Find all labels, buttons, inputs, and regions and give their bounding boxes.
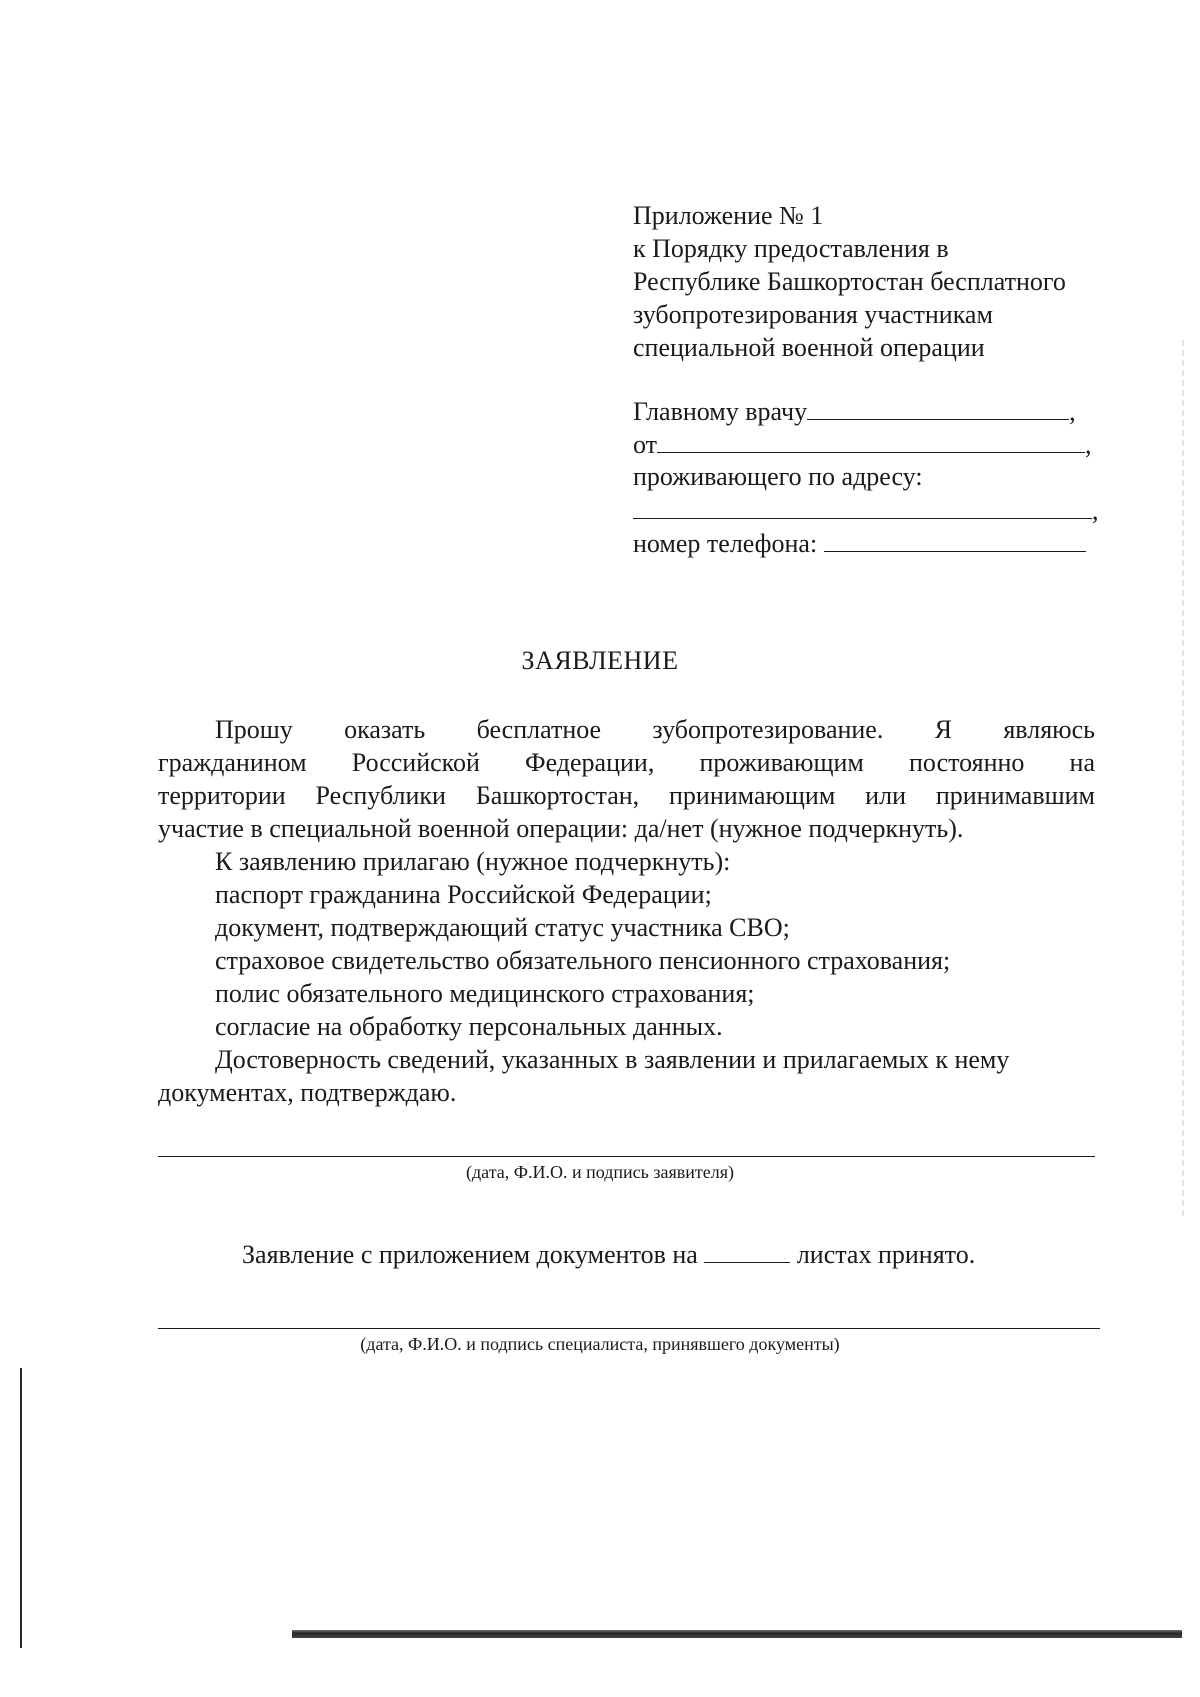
appendix-line: Республике Башкортостан бесплатного: [633, 267, 1066, 296]
attachment-item[interactable]: полис обязательного медицинского страхования;: [215, 979, 755, 1008]
comma: ,: [1092, 496, 1099, 525]
accepted-statement: [242, 1238, 975, 1271]
confirmation-line: документах, подтверждаю.: [158, 1078, 457, 1107]
attachment-item[interactable]: паспорт гражданина Российской Федерации;: [215, 880, 712, 909]
accepted-text-before: Заявление с приложением документов на: [242, 1240, 698, 1269]
attachment-item[interactable]: документ, подтверждающий статус участника СВО;: [215, 913, 790, 942]
chief-doctor-label: Главному врачу: [633, 397, 808, 426]
accepted-text-after: листах принято.: [796, 1240, 976, 1269]
from-field[interactable]: [657, 428, 1085, 453]
appendix-line: к Порядку предоставления в: [633, 234, 949, 263]
comma: ,: [1085, 430, 1092, 459]
address-label: проживающего по адресу:: [633, 462, 923, 491]
phone-label: номер телефона:: [633, 529, 818, 558]
applicant-signature-caption: (дата, Ф.И.О. и подпись заявителя): [466, 1162, 734, 1182]
phone-row: [633, 527, 1086, 560]
address-row: [633, 494, 1099, 527]
scan-edge-artifact: [20, 1368, 22, 1648]
document-title: ЗАЯВЛЕНИЕ: [521, 646, 679, 675]
scan-edge-artifact: [1182, 340, 1184, 1220]
chief-doctor-row: [633, 395, 1076, 428]
statement-line: Прошу оказать бесплатное зубопротезирование. Я являюсь: [215, 715, 1095, 744]
attachment-item[interactable]: страховое свидетельство обязательного пенсионного страхования;: [215, 946, 951, 975]
chief-doctor-field[interactable]: [807, 395, 1069, 420]
attachments-intro: К заявлению прилагаю (нужное подчеркнуть):: [215, 847, 731, 876]
specialist-signature-caption: (дата, Ф.И.О. и подпись специалиста, принявшего документы): [360, 1334, 840, 1354]
from-row: [633, 428, 1092, 461]
address-field[interactable]: [633, 494, 1092, 519]
statement-line: территории Республики Башкортостан, принимающим или принимавшим: [158, 781, 1095, 810]
attachment-item[interactable]: согласие на обработку персональных данных.: [215, 1012, 723, 1041]
specialist-signature-line[interactable]: [158, 1328, 1100, 1329]
appendix-line: специальной военной операции: [633, 333, 985, 362]
statement-line: гражданином Российской Федерации, проживающим постоянно на: [158, 748, 1095, 777]
phone-field[interactable]: [824, 527, 1086, 552]
applicant-signature-line[interactable]: [158, 1156, 1095, 1157]
confirmation-line: Достоверность сведений, указанных в заявлении и прилагаемых к нему: [215, 1045, 1010, 1074]
comma: ,: [1069, 397, 1076, 426]
sheet-count-field[interactable]: [704, 1238, 790, 1263]
from-label: от: [633, 430, 658, 459]
appendix-number: Приложение № 1: [633, 201, 824, 230]
statement-line: участие в специальной военной операции: да/нет (нужное подчеркнуть).: [158, 814, 964, 843]
appendix-line: зубопротезирования участникам: [633, 300, 993, 329]
scan-bottom-artifact: [292, 1630, 1182, 1638]
